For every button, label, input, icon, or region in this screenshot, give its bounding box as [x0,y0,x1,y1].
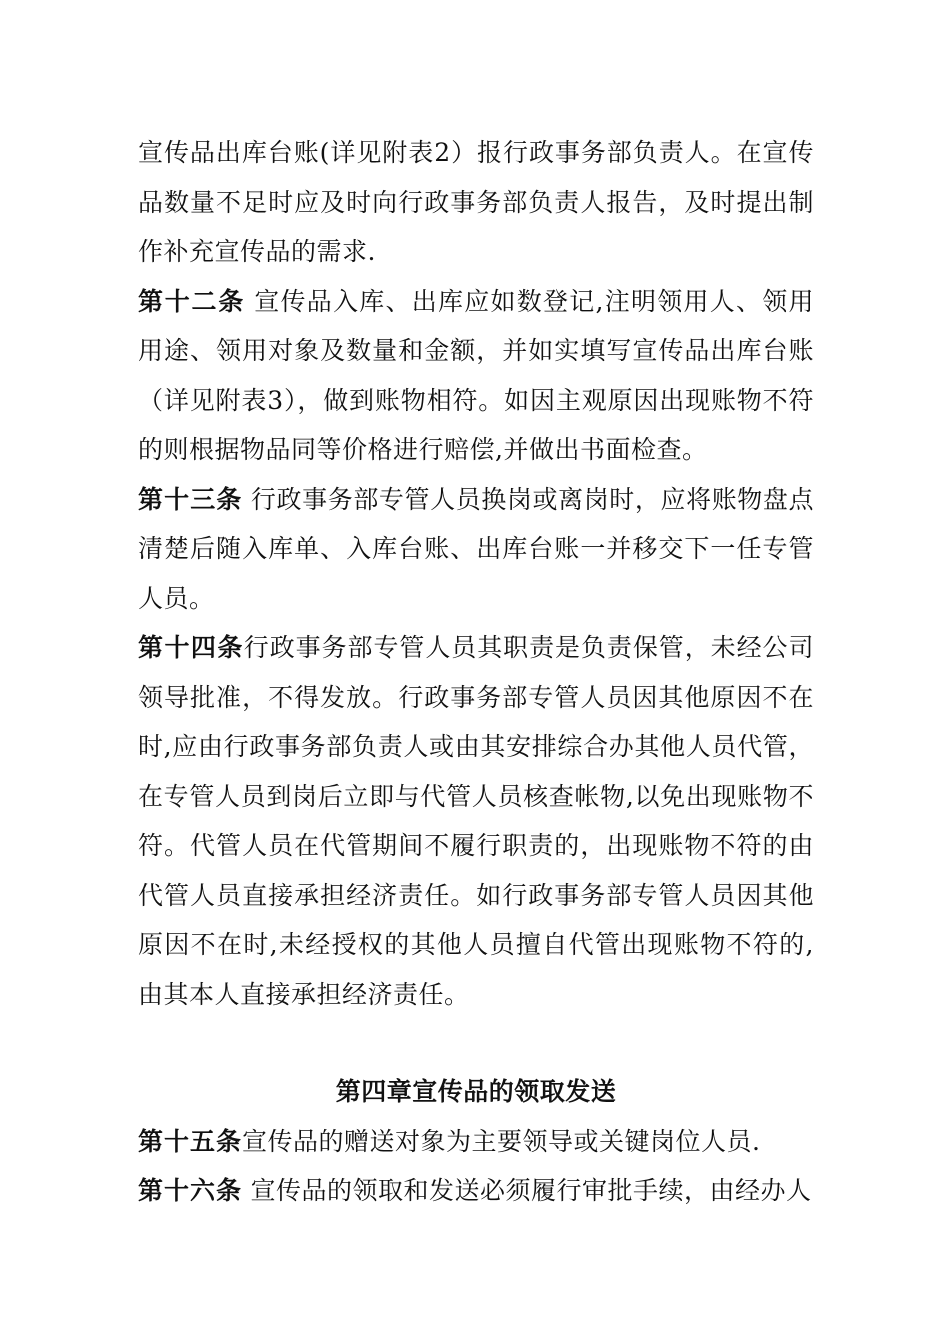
article-text: 宣传品的赠送对象为主要领导或关键岗位人员. [242,1126,761,1156]
article-text: 行政事务部专管人员换岗或离岗时，应将账物盘点清楚后随入库单、入库台账、出库台账一并移交下一任专管人员。 [138,484,814,613]
document-page [138,128,814,1216]
article-12 [138,277,814,475]
article-label: 第十四条 [138,633,244,662]
paragraph-text: 宣传品出库台账(详见附表2）报行政事务部负责人。在宣传品数量不足时应及时向行政事务部负责人报告，及时提出制作补充宣传品的需求. [138,138,814,266]
article-text: 宣传品入库、出库应如数登记,注明领用人、领用用途、领用对象及数量和金额，并如实填写宣传品出库台账（详见附表3），做到账物相符。如因主观原因出现账物不符的则根据物品同等价格进行赔偿,并做出书面检查。 [138,286,814,464]
article-text: 宣传品的领取和发送必须履行审批手续，由经办人 [242,1176,812,1205]
article-label: 第十五条 [138,1126,243,1156]
article-15 [138,1117,814,1167]
article-text: 行政事务部专管人员其职责是负责保管，未经公司领导批准，不得发放。行政事务部专管人员因其他原因不在时,应由行政事务部负责人或由其安排综合办其他人员代管，在专管人员到岗后立即与代管人员核查帐物,以免出现账物不符。代管人员在代管期间不履行职责的，出现账物不符的由代管人员直接承担经济责任。如行政事务部专管人员因其他原因不在时,未经授权的其他人员擅自代管出现账物不符的,由其本人直接承担经济责任。 [138,633,814,1009]
article-16 [138,1166,814,1216]
article-13 [138,475,814,624]
article-14 [138,623,814,1019]
article-label: 第十六条 [138,1176,243,1205]
article-label: 第十三条 [138,484,243,514]
chapter-title: 第四章宣传品的领取发送 [335,1077,617,1106]
paragraph-continuation [138,128,814,277]
article-label: 第十二条 [138,286,246,316]
